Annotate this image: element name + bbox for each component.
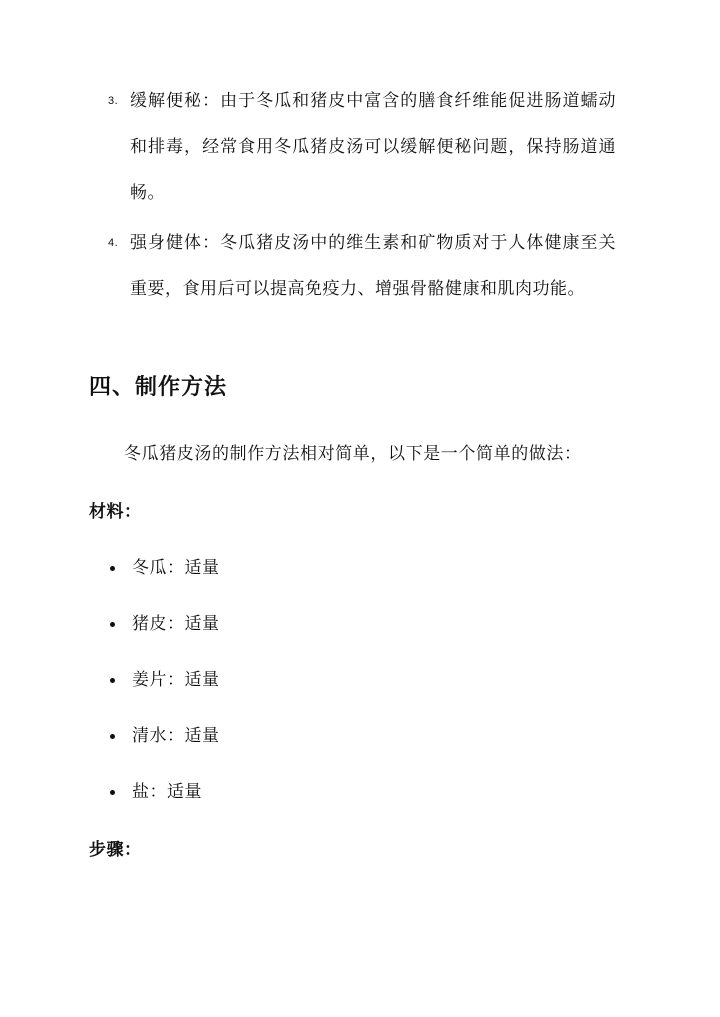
bullet-icon bbox=[110, 566, 115, 571]
list-item bbox=[110, 664, 220, 720]
material-text: 姜片：适量 bbox=[132, 670, 220, 690]
material-text: 猪皮：适量 bbox=[132, 614, 220, 634]
list-item-4 bbox=[108, 220, 616, 312]
bullet-icon bbox=[110, 734, 115, 739]
list-item bbox=[110, 720, 220, 776]
item-text: 缓解便秘：由于冬瓜和猪皮中富含的膳食纤维能促进肠道蠕动和排毒，经常食用冬瓜猪皮汤可以缓解便秘问题，保持肠道通畅。 bbox=[130, 91, 616, 203]
list-item-3 bbox=[108, 78, 616, 216]
bullet-icon bbox=[110, 790, 115, 795]
intro-paragraph: 冬瓜猪皮汤的制作方法相对简单，以下是一个简单的做法： bbox=[124, 444, 582, 464]
list-item bbox=[110, 776, 220, 832]
steps-heading: 步骤： bbox=[89, 840, 142, 860]
materials-heading: 材料： bbox=[89, 502, 142, 522]
bullet-icon bbox=[110, 622, 115, 627]
list-item bbox=[110, 552, 220, 608]
material-text: 冬瓜：适量 bbox=[132, 558, 220, 578]
item-number: 3. bbox=[108, 95, 119, 107]
material-text: 清水：适量 bbox=[132, 726, 220, 746]
bullet-icon bbox=[110, 678, 115, 683]
item-number: 4. bbox=[108, 237, 119, 249]
materials-list bbox=[110, 552, 220, 832]
list-item bbox=[110, 608, 220, 664]
material-text: 盐：适量 bbox=[132, 782, 202, 802]
item-text: 强身健体：冬瓜猪皮汤中的维生素和矿物质对于人体健康至关重要，食用后可以提高免疫力、增强骨骼健康和肌肉功能。 bbox=[130, 233, 616, 299]
section-heading: 四、制作方法 bbox=[89, 375, 228, 400]
